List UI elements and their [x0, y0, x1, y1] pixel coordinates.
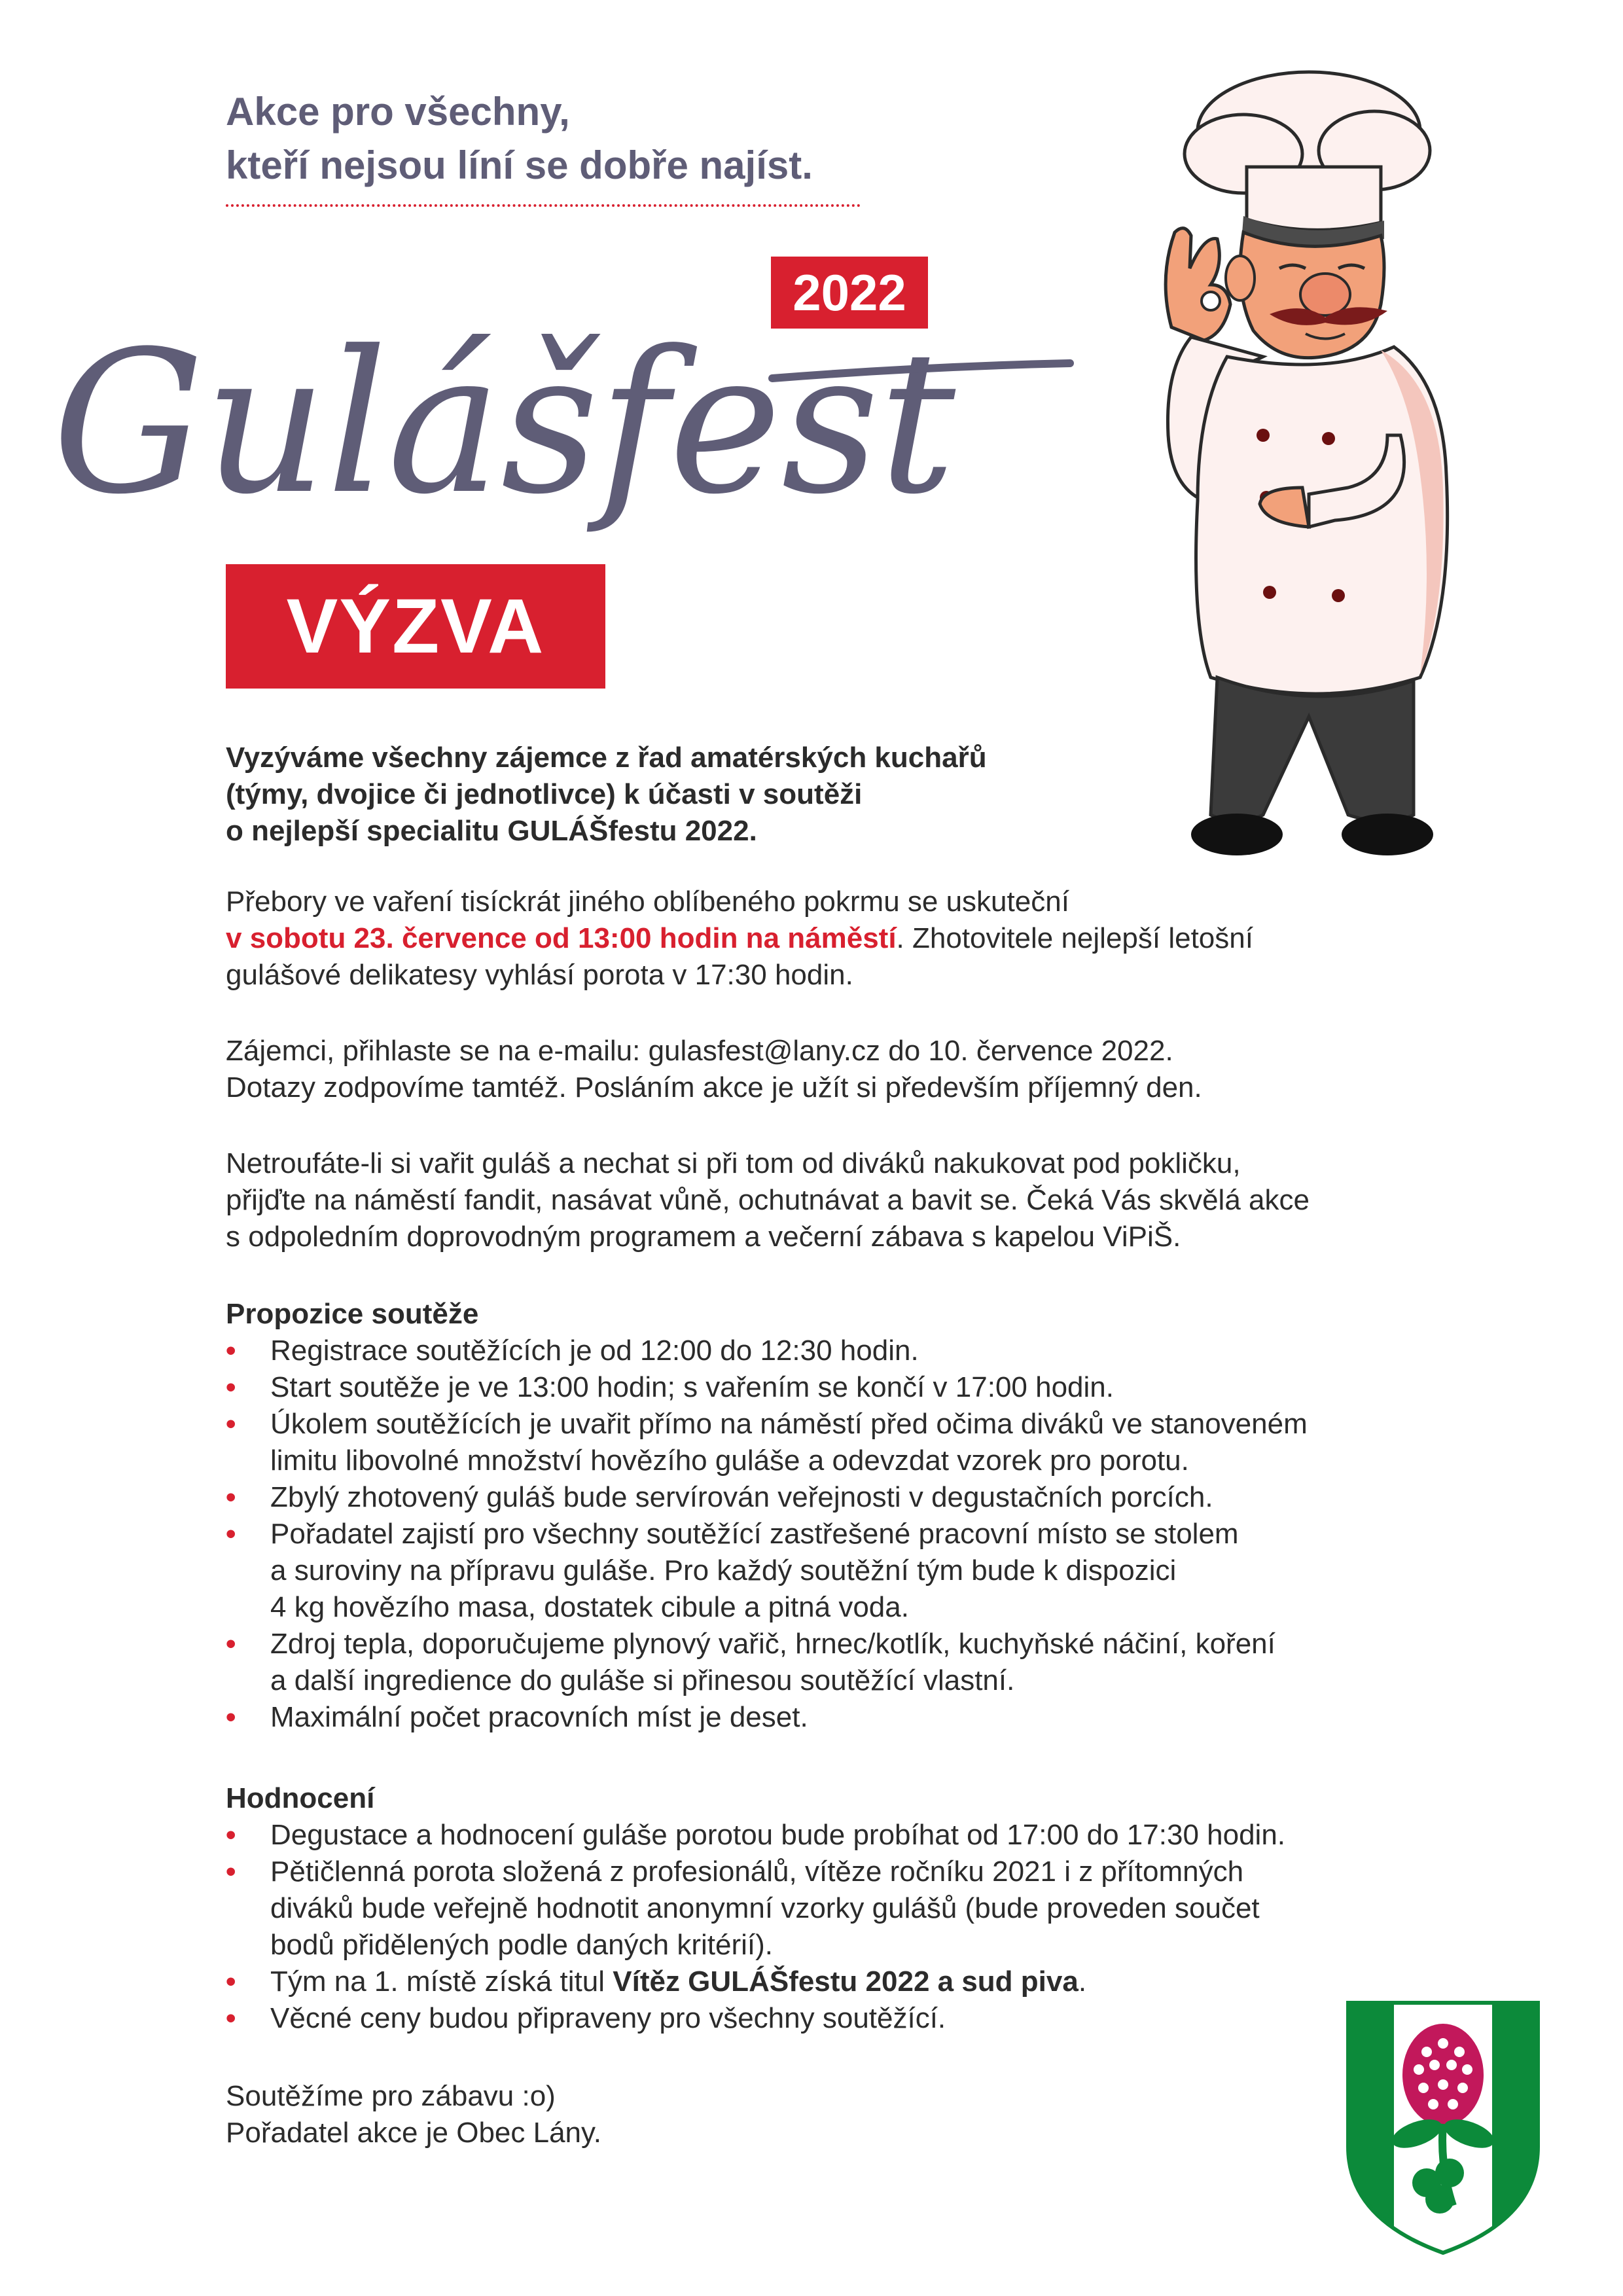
- winner-title: Vítěz GULÁŠfestu 2022 a sud piva: [613, 1965, 1079, 1998]
- list-item: • Zbylý zhotovený guláš bude servírován veřejnosti v degustačních porcích.: [226, 1479, 1489, 1516]
- bullet: •: [226, 2002, 236, 2034]
- bullet: •: [226, 1518, 236, 1550]
- bullet: •: [226, 1481, 236, 1513]
- footer-line-1: Soutěžíme pro zábavu :o): [226, 2080, 556, 2112]
- bullet: •: [226, 1856, 236, 1888]
- list-item: • Zdroj tepla, doporučujeme plynový vařič, hrnec/kotlík, kuchyňské náčiní, koření a další ingredience do guláše si přinesou soutěžící vlastní.: [226, 1626, 1489, 1699]
- list-item: • Úkolem soutěžících je uvařit přímo na náměstí před očima diváků ve stanoveném limitu libovolné množství hovězího guláše a odevzdat vzorek pro porotu.: [226, 1406, 1489, 1479]
- list-item: • Věcné ceny budou připraveny pro všechny soutěžící.: [226, 2000, 1489, 2037]
- list-item: • Registrace soutěžících je od 12:00 do 12:30 hodin.: [226, 1333, 1489, 1369]
- logo-text: Gulášfest: [52, 309, 957, 537]
- footer-line-2: Pořadatel akce je Obec Lány.: [226, 2117, 601, 2149]
- rules-section: [226, 1296, 1489, 1736]
- bullet: •: [226, 1628, 236, 1660]
- signup-line-1: Zájemci, přihlaste se na e-mailu: gulasfest@lany.cz do 10. července 2022.: [226, 1035, 1173, 1067]
- intro-line-2: (týmy, dvojice či jednotlivce) k účasti v soutěži: [226, 778, 863, 810]
- bullet: •: [226, 1371, 236, 1403]
- bullet: •: [226, 1965, 236, 1998]
- intro-text: [226, 740, 1489, 850]
- gulasfest-logo: [39, 275, 1086, 576]
- visitors-line-1: Netroufáte-li si vařit guláš a nechat si při tom od diváků nakukovat pod pokličku,: [226, 1147, 1241, 1179]
- lany-coat-of-arms-icon: [1342, 1996, 1544, 2258]
- bullet: •: [226, 1701, 236, 1733]
- signup-line-2: Dotazy zodpovíme tamtéž. Posláním akce je užít si především příjemný den.: [226, 1071, 1202, 1103]
- intro-line-1: Vyzýváme všechny zájemce z řad amatérských kuchařů: [226, 742, 987, 774]
- footer-text: [226, 2078, 1489, 2151]
- visitors-line-2: přijďte na náměstí fandit, nasávat vůně, ochutnávat a bavit se. Čeká Vás skvělá akce: [226, 1184, 1310, 1216]
- list-item: • Pětičlenná porota složená z profesionálů, vítěze ročníku 2021 i z přítomných diváků bude veřejně hodnotit anonymní vzorky gulášů (bude proveden součet bodů přidělených podle daných kritérií).: [226, 1854, 1489, 1964]
- evaluation-list: [226, 1817, 1489, 2037]
- event-line-1: Přebory ve vaření tisíckrát jiného oblíbeného pokrmu se uskuteční: [226, 886, 1069, 918]
- event-line-2-rest: . Zhotovitele nejlepší letošní: [896, 922, 1253, 954]
- signup-paragraph: [226, 1033, 1489, 1106]
- rules-heading: Propozice soutěže: [226, 1298, 479, 1330]
- event-date-highlight: v sobotu 23. července od 13:00 hodin na náměstí: [226, 922, 897, 954]
- list-item: • Pořadatel zajistí pro všechny soutěžící zastřešené pracovní místo se stolem a suroviny na přípravu guláše. Pro každý soutěžní tým bude k dispozici 4 kg hovězího masa, dostatek cibule a pitná voda.: [226, 1516, 1489, 1626]
- evaluation-section: [226, 1780, 1489, 2037]
- visitors-line-3: s odpoledním doprovodným programem a večerní zábava s kapelou ViPiŠ.: [226, 1221, 1181, 1253]
- bullet: •: [226, 1819, 236, 1851]
- evaluation-heading: Hodnocení: [226, 1782, 375, 1814]
- bullet: •: [226, 1335, 236, 1367]
- visitors-paragraph: [226, 1145, 1489, 1255]
- vyzva-label: VÝZVA: [226, 564, 605, 689]
- list-item: • Tým na 1. místě získá titul Vítěz GULÁŠfestu 2022 a sud piva.: [226, 1964, 1489, 2000]
- event-paragraph: [226, 884, 1489, 994]
- intro-line-3: o nejlepší specialitu GULÁŠfestu 2022.: [226, 815, 757, 847]
- list-item: • Degustace a hodnocení guláše porotou bude probíhat od 17:00 do 17:30 hodin.: [226, 1817, 1489, 1854]
- event-line-3: gulášové delikatesy vyhlásí porota v 17:30 hodin.: [226, 959, 853, 991]
- list-item: • Maximální počet pracovních míst je deset.: [226, 1699, 1489, 1736]
- list-item: • Start soutěže je ve 13:00 hodin; s vařením se končí v 17:00 hodin.: [226, 1369, 1489, 1406]
- year-badge: 2022: [771, 257, 928, 329]
- event-line-2: [226, 920, 1489, 957]
- bullet: •: [226, 1408, 236, 1440]
- tagline: [226, 85, 880, 192]
- tagline-line-2: kteří nejsou líní se dobře najíst.: [226, 143, 813, 187]
- tagline-line-1: Akce pro všechny,: [226, 90, 570, 134]
- rules-list: [226, 1333, 1489, 1736]
- tagline-divider: [226, 204, 861, 207]
